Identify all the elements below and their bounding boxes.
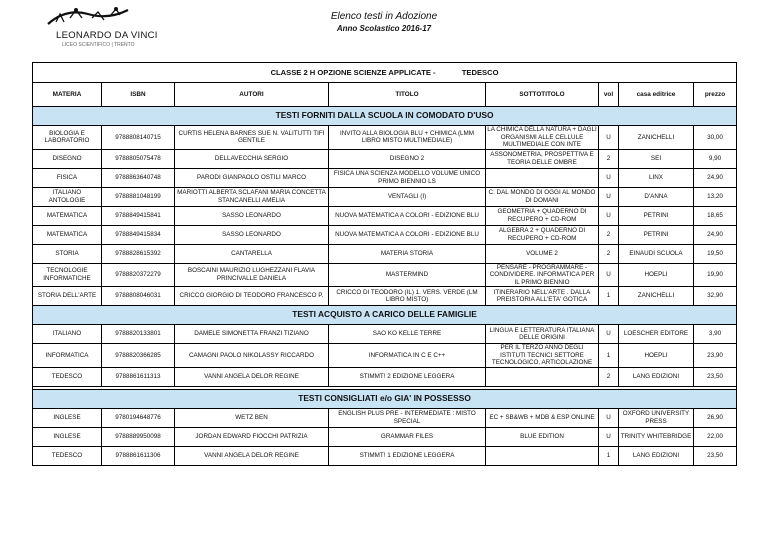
- table-row: [33, 263, 737, 287]
- table-row: [33, 344, 737, 368]
- cell-vol: U: [599, 263, 619, 287]
- table-row: [33, 427, 737, 446]
- cell-titolo: INVITO ALLA BIOLOGIA BLU + CHIMICA (LMM LIBRO MISTO MULTIMEDIALE): [329, 126, 486, 150]
- cell-autori: JORDAN EDWARD FIOCCHI PATRIZIA: [175, 427, 329, 446]
- cell-isbn: 9788805075478: [102, 149, 175, 168]
- cell-vol: U: [599, 427, 619, 446]
- cell-materia: INFORMATICA: [33, 344, 102, 368]
- col-header-vol: vol: [599, 83, 619, 107]
- cell-titolo: VENTAGLI (I): [329, 187, 486, 206]
- cell-isbn: 9788820366285: [102, 344, 175, 368]
- cell-prezzo: 23,90: [694, 344, 737, 368]
- col-header-autori: AUTORI: [175, 83, 329, 107]
- cell-isbn: 9788820133801: [102, 325, 175, 344]
- cell-vol: 1: [599, 446, 619, 465]
- cell-autori: CAMAGNI PAOLO NIKOLASSY RICCARDO: [175, 344, 329, 368]
- section-header: [33, 389, 737, 408]
- cell-titolo: INFORMATICA IN C E C++: [329, 344, 486, 368]
- cell-isbn: 9788861611313: [102, 367, 175, 386]
- col-header-sottotitolo: SOTTOTITOLO: [486, 83, 599, 107]
- cell-titolo: CRICCO DI TEODORO (IL) 1. VERS. VERDE (LM LIBRO MISTO): [329, 287, 486, 306]
- cell-casa-editrice: SEI: [619, 149, 694, 168]
- cell-prezzo: 3,90: [694, 325, 737, 344]
- cell-vol: 2: [599, 149, 619, 168]
- cell-materia: MATEMATICA: [33, 225, 102, 244]
- cell-vol: U: [599, 408, 619, 427]
- cell-isbn: 9788889950098: [102, 427, 175, 446]
- cell-casa-editrice: LOESCHER EDITORE: [619, 325, 694, 344]
- section-title: TESTI ACQUISTO A CARICO DELLE FAMIGLIE: [33, 306, 737, 325]
- cell-isbn: 9780194648776: [102, 408, 175, 427]
- page-subtitle: Anno Scolastico 2016-17: [336, 24, 432, 33]
- cell-prezzo: 22,00: [694, 427, 737, 446]
- cell-sottotitolo: ASSONOMETRIA, PROSPETTIVA E TEORIA DELLE OMBRE: [486, 149, 599, 168]
- cell-vol: 2: [599, 225, 619, 244]
- col-header-isbn: ISBN: [102, 83, 175, 107]
- cell-materia: FISICA: [33, 168, 102, 187]
- cell-isbn: 9788808140715: [102, 126, 175, 150]
- table-row: [33, 244, 737, 263]
- cell-autori: CANTARELLA: [175, 244, 329, 263]
- cell-titolo: NUOVA MATEMATICA A COLORI - EDIZIONE BLU: [329, 225, 486, 244]
- cell-materia: TEDESCO: [33, 367, 102, 386]
- cell-autori: MARIOTTI ALBERTA SCLAFANI MARIA CONCETTA STANCANELLI AMELIA: [175, 187, 329, 206]
- cell-isbn: 9788820372279: [102, 263, 175, 287]
- cell-sottotitolo: LA CHIMICA DELLA NATURA + DAGLI ORGANISMI ALLE CELLULE MULTIMEDIALE CON INTE: [487, 126, 597, 148]
- col-header-casa-editrice: casa editrice: [619, 83, 694, 107]
- cell-isbn: 9788863640748: [102, 168, 175, 187]
- section-title: TESTI CONSIGLIATI e/o GIA' IN POSSESSO: [33, 389, 737, 408]
- cell-casa-editrice: PETRINI: [619, 206, 694, 225]
- cell-casa-editrice: ZANICHELLI: [619, 126, 694, 150]
- table-row: [33, 325, 737, 344]
- table-row: [33, 187, 737, 206]
- cell-prezzo: 19,90: [694, 263, 737, 287]
- cell-prezzo: 18,65: [694, 206, 737, 225]
- cell-autori: SASSO LEONARDO: [175, 206, 329, 225]
- table-row: [33, 408, 737, 427]
- cell-vol: 2: [599, 367, 619, 386]
- col-header-titolo: TITOLO: [329, 83, 486, 107]
- cell-sottotitolo: ALGEBRA 2 + QUADERNO DI RECUPERO + CD-ROM: [486, 225, 599, 244]
- cell-autori: CURTIS HELENA BARNES SUE N. VALITUTTI TIFI GENTILE: [175, 126, 329, 150]
- cell-sottotitolo: [486, 446, 599, 465]
- cell-autori: BOSCAINI MAURIZIO LUGHEZZANI FLAVIA PRINCIVALLE DANIELA: [175, 263, 329, 287]
- cell-sottotitolo: PER IL TERZO ANNO DEGLI ISTITUTI TECNICI SETTORE TECNOLOGICO, ARTICOLAZIONE: [486, 344, 599, 368]
- cell-prezzo: 26,90: [694, 408, 737, 427]
- cell-sottotitolo: [486, 168, 599, 187]
- cell-casa-editrice: HOEPLI: [619, 344, 694, 368]
- cell-autori: PARODI GIANPAOLO OSTILI MARCO: [175, 168, 329, 187]
- class-language: TEDESCO: [461, 67, 499, 77]
- cell-materia: STORIA DELL'ARTE: [33, 287, 102, 306]
- table-row: [33, 126, 737, 150]
- cell-casa-editrice: TRINITY WHITEBRIDGE: [619, 427, 694, 446]
- class-row: [33, 63, 737, 83]
- cell-casa-editrice: EINAUDI SCUOLA: [619, 244, 694, 263]
- cell-titolo: GRAMMAR FILES: [329, 427, 486, 446]
- cell-prezzo: 32,90: [694, 287, 737, 306]
- cell-isbn: 9788861611306: [102, 446, 175, 465]
- cell-materia: MATEMATICA: [33, 206, 102, 225]
- cell-vol: U: [599, 168, 619, 187]
- cell-materia: INGLESE: [33, 408, 102, 427]
- col-header-materia: MATERIA: [33, 83, 102, 107]
- cell-materia: DISEGNO: [33, 149, 102, 168]
- cell-titolo: STIMMT! 1 EDIZIONE LEGGERA: [329, 446, 486, 465]
- cell-titolo: NUOVA MATEMATICA A COLORI - EDIZIONE BLU: [329, 206, 486, 225]
- cell-sottotitolo: LINGUA E LETTERATURA ITALIANA DELLE ORIGINI: [486, 325, 599, 344]
- class-label: CLASSE 2 H OPZIONE SCIENZE APPLICATE -: [270, 67, 436, 77]
- table-row: [33, 367, 737, 386]
- cell-materia: INGLESE: [33, 427, 102, 446]
- textbook-table: [32, 62, 737, 466]
- column-header-row: [33, 83, 737, 107]
- section-title: TESTI FORNITI DALLA SCUOLA IN COMODATO D'USO: [33, 107, 737, 126]
- cell-casa-editrice: HOEPLI: [619, 263, 694, 287]
- cell-titolo: MATERIA STORIA: [329, 244, 486, 263]
- table-row: [33, 149, 737, 168]
- cell-materia: BIOLOGIA E LABORATORIO: [33, 126, 102, 150]
- cell-vol: 2: [599, 244, 619, 263]
- cell-autori: VANNI ANGELA DELOR REGINE: [175, 446, 329, 465]
- cell-materia: STORIA: [33, 244, 102, 263]
- cell-prezzo: 24,90: [694, 225, 737, 244]
- cell-sottotitolo: VOLUME 2: [486, 244, 599, 263]
- cell-materia: TECNOLOGIE INFORMATICHE: [33, 263, 102, 287]
- cell-sottotitolo: C: DAL MONDO DI OGGI AL MONDO DI DOMANI: [486, 187, 599, 206]
- cell-casa-editrice: LANG EDIZIONI: [619, 367, 694, 386]
- cell-vol: U: [599, 126, 619, 150]
- cell-autori: DELLAVECCHIA SERGIO: [175, 149, 329, 168]
- cell-vol: 1: [599, 344, 619, 368]
- cell-titolo: MASTERMIND: [329, 263, 486, 287]
- cell-isbn: 9788849415841: [102, 206, 175, 225]
- cell-autori: CRICCO GIORGIO DI TEODORO FRANCESCO P.: [175, 287, 329, 306]
- section-header: [33, 306, 737, 325]
- table-row: [33, 168, 737, 187]
- page-title: Elenco testi in Adozione: [330, 11, 438, 22]
- cell-prezzo: 19,50: [694, 244, 737, 263]
- table-row: [33, 206, 737, 225]
- cell-prezzo: 23,50: [694, 367, 737, 386]
- cell-casa-editrice: ZANICHELLI: [619, 287, 694, 306]
- cell-autori: WETZ BEN: [175, 408, 329, 427]
- logo-brand-text: LEONARDO DA VINCI: [56, 30, 158, 41]
- cell-sottotitolo: PENSARE - PROGRAMMARE - CONDIVIDERE. INFORMATICA PER IL PRIMO BIENNIO: [486, 263, 599, 287]
- section-header: [33, 107, 737, 126]
- cell-prezzo: 24,90: [694, 168, 737, 187]
- cell-titolo: ENGLISH PLUS PRE - INTERMEDIATE : MISTO SPECIAL: [329, 408, 486, 427]
- cell-titolo: FISICA UNA SCIENZA MODELLO VOLUME UNICO PRIMO BIENNIO LS: [329, 168, 486, 187]
- cell-materia: ITALIANO: [33, 325, 102, 344]
- logo-subtitle: LICEO SCIENTIFICO | TRENTO: [62, 42, 135, 48]
- cell-isbn: 9788849415834: [102, 225, 175, 244]
- cell-sottotitolo: EC + SB&WB + MDB & ESP ONLINE: [486, 408, 599, 427]
- cell-titolo: SAO KO KELLE TERRE: [329, 325, 486, 344]
- table-row: [33, 287, 737, 306]
- cell-sottotitolo: [486, 367, 599, 386]
- cell-titolo: DISEGNO 2: [329, 149, 486, 168]
- cell-casa-editrice: LINX: [619, 168, 694, 187]
- cell-sottotitolo: BLUE EDITION: [486, 427, 599, 446]
- cell-materia: ITALIANO ANTOLOGIE: [33, 187, 102, 206]
- cell-vol: U: [599, 206, 619, 225]
- cell-casa-editrice: D'ANNA: [619, 187, 694, 206]
- col-header-prezzo: prezzo: [694, 83, 737, 107]
- cell-sottotitolo: GEOMETRIA + QUADERNO DI RECUPERO + CD-ROM: [486, 206, 599, 225]
- cell-titolo: STIMMT! 2 EDIZIONE LEGGERA: [329, 367, 486, 386]
- cell-isbn: 9788808046031: [102, 287, 175, 306]
- cell-vol: U: [599, 187, 619, 206]
- cell-prezzo: 9,90: [694, 149, 737, 168]
- cell-casa-editrice: LANG EDIZIONI: [619, 446, 694, 465]
- cell-casa-editrice: PETRINI: [619, 225, 694, 244]
- cell-prezzo: 13,20: [694, 187, 737, 206]
- cell-vol: 1: [599, 287, 619, 306]
- cell-prezzo: 30,00: [694, 126, 737, 150]
- table-row: [33, 446, 737, 465]
- cell-autori: SASSO LEONARDO: [175, 225, 329, 244]
- cell-sottotitolo: ITINERARIO NELL'ARTE . DALLA PREISTORIA ALL'ETA' GOTICA: [486, 287, 599, 306]
- cell-casa-editrice: OXFORD UNIVERSITY PRESS: [619, 408, 694, 427]
- cell-prezzo: 23,50: [694, 446, 737, 465]
- cell-materia: TEDESCO: [33, 446, 102, 465]
- cell-vol: U: [599, 325, 619, 344]
- cell-isbn: 9788881048199: [102, 187, 175, 206]
- cell-isbn: 9788828615392: [102, 244, 175, 263]
- cell-autori: DAMELE SIMONETTA FRANZI TIZIANO: [175, 325, 329, 344]
- cell-autori: VANNI ANGELA DELOR REGINE: [175, 367, 329, 386]
- table-row: [33, 225, 737, 244]
